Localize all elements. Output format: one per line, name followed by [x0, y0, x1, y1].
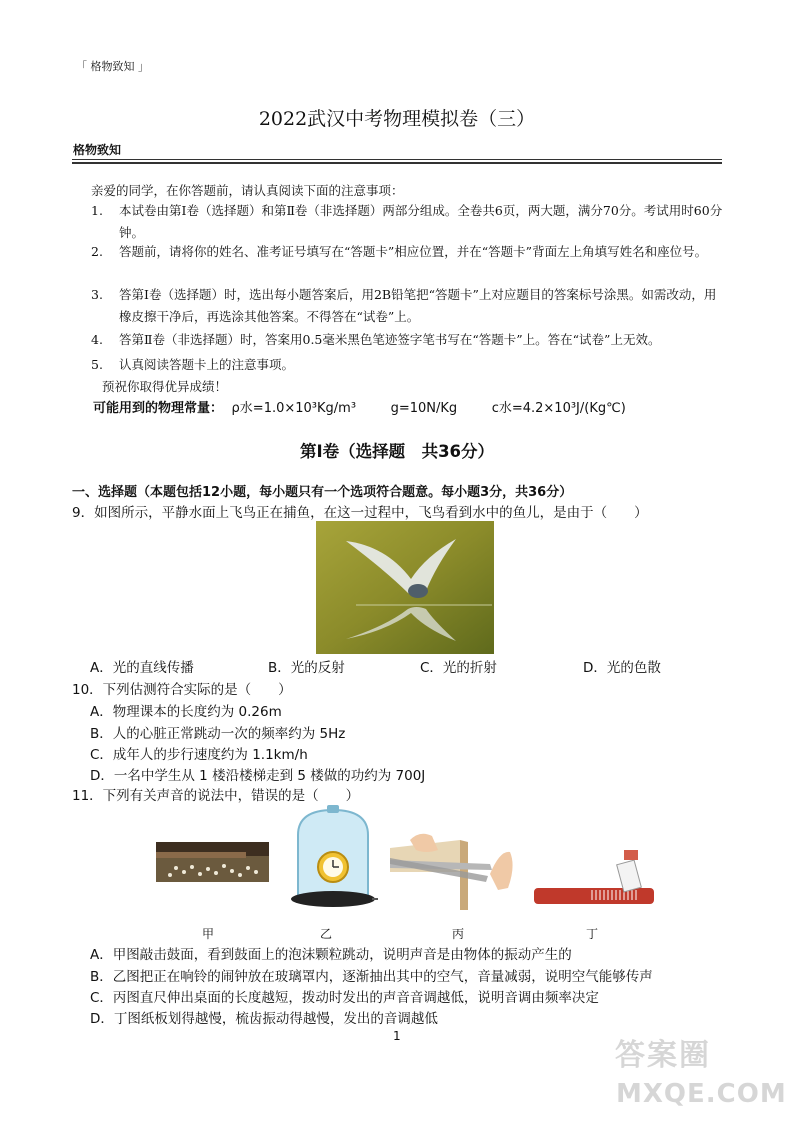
note-item [91, 284, 726, 328]
note-number: 4. [91, 332, 103, 347]
page-number: 1 [393, 1029, 401, 1043]
drum-foam-photo [156, 842, 269, 882]
watermark-url: MXQE.COM [616, 1079, 787, 1109]
note-number: 3. [91, 287, 103, 302]
question-10-stem: 10．下列估测符合实际的是（ ） [72, 682, 292, 698]
question-11-stem: 11．下列有关声音的说法中，错误的是（ ） [72, 788, 360, 804]
constant-gravity: g=10N/Kg [390, 401, 458, 416]
constants-label: 可能用到的物理常量： [93, 401, 224, 416]
constant-density: ρ水=1.0×10³Kg/m³ [231, 401, 357, 416]
pic-label-jia: 甲 [202, 927, 215, 941]
q11-option-b: B．乙图把正在响铃的闹钟放在玻璃罩内，逐渐抽出其中的空气，音量减弱，说明空气能够传声 [90, 969, 653, 985]
part1-title: 第Ⅰ卷（选择题 共36分） [299, 442, 495, 461]
question-9-stem: 9．如图所示，平静水面上飞鸟正在捕鱼，在这一过程中，飞鸟看到水中的鱼儿，是由于（ ） [72, 505, 648, 521]
comb-card-figure [532, 848, 657, 908]
note-text: 本试卷由第Ⅰ卷（选择题）和第Ⅱ卷（非选择题）两部分组成。全卷共6页，两大题，满分70分。考试用时60分钟。 [119, 203, 723, 240]
note-item [91, 354, 726, 376]
note-number: 2. [91, 244, 103, 259]
constant-heat-capacity: c水=4.2×10³J/(Kg℃) [491, 401, 626, 416]
bird-fishing-photo [316, 521, 494, 654]
header-rule-thick [72, 162, 722, 164]
q10-option-a: A．物理课本的长度约为 0.26m [90, 704, 282, 720]
ruler-on-table-figure [390, 830, 520, 910]
q11-option-a: A．甲图敲击鼓面，看到鼓面上的泡沫颗粒跳动，说明声音是由物体的振动产生的 [90, 947, 572, 963]
physical-constants [93, 397, 626, 416]
watermark-logo: 答案圈 [615, 1038, 711, 1073]
q9-option-c: C．光的折射 [420, 660, 497, 676]
pic-label-bing: 丙 [452, 927, 465, 941]
note-text: 答第Ⅱ卷（非选择题）时，答案用0.5毫米黑色笔迹签字笔书写在“答题卡”上。答在“试卷”上无效。 [119, 332, 661, 347]
bell-jar-clock-figure [288, 805, 378, 915]
q10-option-b: B．人的心脏正常跳动一次的频率约为 5Hz [90, 726, 346, 742]
brand-label: 格物致知 [73, 143, 122, 157]
section1-heading: 一、选择题（本题包括12小题，每小题只有一个选项符合题意。每小题3分，共36分） [72, 485, 573, 500]
q10-option-d: D．一名中学生从 1 楼沿楼梯走到 5 楼做的功约为 700J [90, 768, 426, 784]
q9-option-d: D．光的色散 [583, 660, 661, 676]
q10-option-c: C．成年人的步行速度约为 1.1km/h [90, 747, 308, 763]
q9-option-a: A．光的直线传播 [90, 660, 194, 676]
note-text: 答第Ⅰ卷（选择题）时，选出每小题答案后，用2B铅笔把“答题卡”上对应题目的答案标号涂黑。如需改动，用橡皮擦干净后，再选涂其他答案。不得答在“试卷”上。 [119, 287, 717, 324]
good-luck-text: 预祝你取得优异成绩！ [102, 379, 228, 394]
header-rule [72, 159, 722, 160]
header-tag: 「 格物致知 」 [76, 60, 149, 73]
note-item [91, 200, 726, 244]
note-item [91, 241, 726, 263]
note-number: 5. [91, 357, 103, 372]
note-text: 认真阅读答题卡上的注意事项。 [119, 357, 295, 372]
exam-title: 2022武汉中考物理模拟卷（三） [258, 108, 536, 130]
note-number: 1. [91, 203, 103, 218]
intro-text: 亲爱的同学，在你答题前，请认真阅读下面的注意事项： [91, 183, 404, 198]
q11-option-c: C．丙图直尺伸出桌面的长度越短，拨动时发出的声音音调越低，说明音调由频率决定 [90, 990, 599, 1006]
q11-option-d: D．丁图纸板划得越慢，梳齿振动得越慢，发出的音调越低 [90, 1011, 438, 1027]
note-item [91, 329, 726, 351]
q9-option-b: B．光的反射 [268, 660, 345, 676]
pic-label-yi: 乙 [320, 927, 333, 941]
pic-label-ding: 丁 [586, 927, 599, 941]
note-text: 答题前，请将你的姓名、准考证号填写在“答题卡”相应位置，并在“答题卡”背面左上角填写姓名和座位号。 [119, 244, 708, 259]
